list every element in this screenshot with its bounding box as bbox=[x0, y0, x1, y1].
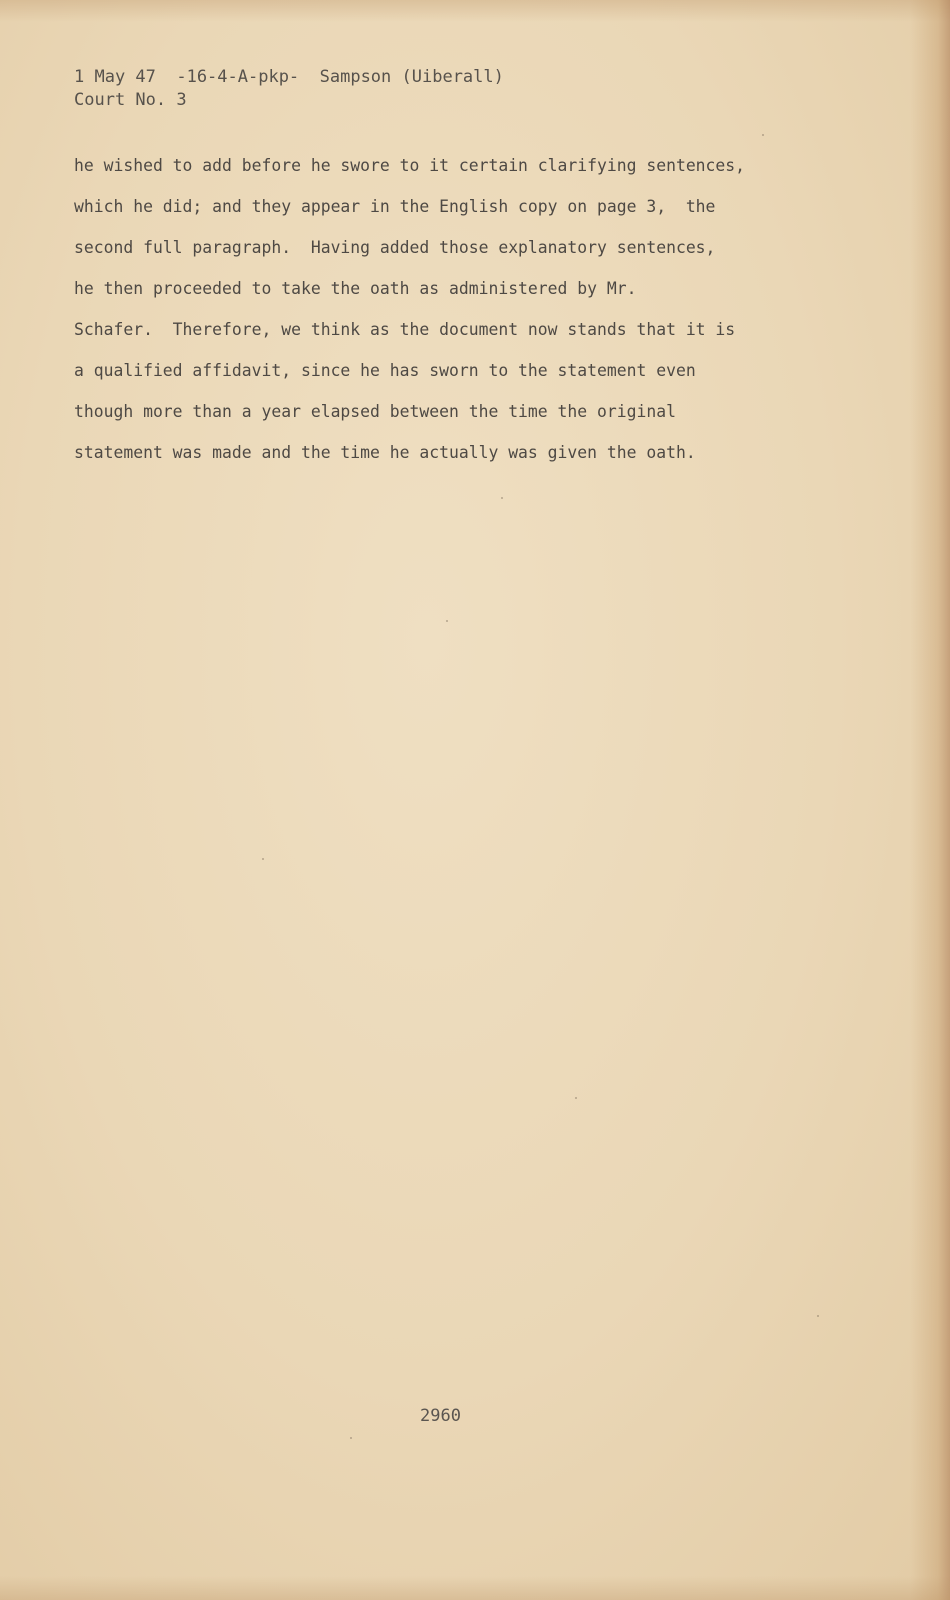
body-line: Schafer. Therefore, we think as the document now stands that it is bbox=[74, 320, 736, 339]
paper-speck bbox=[501, 497, 503, 499]
paper-speck bbox=[262, 858, 264, 860]
body-line: second full paragraph. Having added those explanatory sentences, bbox=[74, 238, 716, 257]
body-line: statement was made and the time he actually was given the oath. bbox=[74, 443, 696, 462]
paper-speck bbox=[446, 620, 448, 622]
body-line: though more than a year elapsed between the time the original bbox=[74, 402, 676, 421]
body-line: which he did; and they appear in the English copy on page 3, the bbox=[74, 197, 716, 216]
header-line-date-reference: 1 May 47 -16-4-A-pkp- Sampson (Uiberall) bbox=[74, 67, 504, 87]
paper-speck bbox=[762, 134, 764, 136]
paper-edge-right bbox=[910, 0, 950, 1600]
paper-speck bbox=[817, 1315, 819, 1317]
transcript-body bbox=[74, 145, 854, 473]
body-line: he wished to add before he swore to it certain clarifying sentences, bbox=[74, 156, 746, 175]
document-header bbox=[74, 66, 504, 112]
paper-edge-top bbox=[0, 0, 950, 22]
body-line: he then proceeded to take the oath as administered by Mr. bbox=[74, 279, 637, 298]
paper-speck bbox=[350, 1437, 352, 1439]
paper-edge-bottom bbox=[0, 1576, 950, 1600]
header-line-court: Court No. 3 bbox=[74, 90, 187, 110]
body-line: a qualified affidavit, since he has sworn to the statement even bbox=[74, 361, 696, 380]
page-number: 2960 bbox=[420, 1406, 461, 1426]
paper-speck bbox=[575, 1097, 577, 1099]
